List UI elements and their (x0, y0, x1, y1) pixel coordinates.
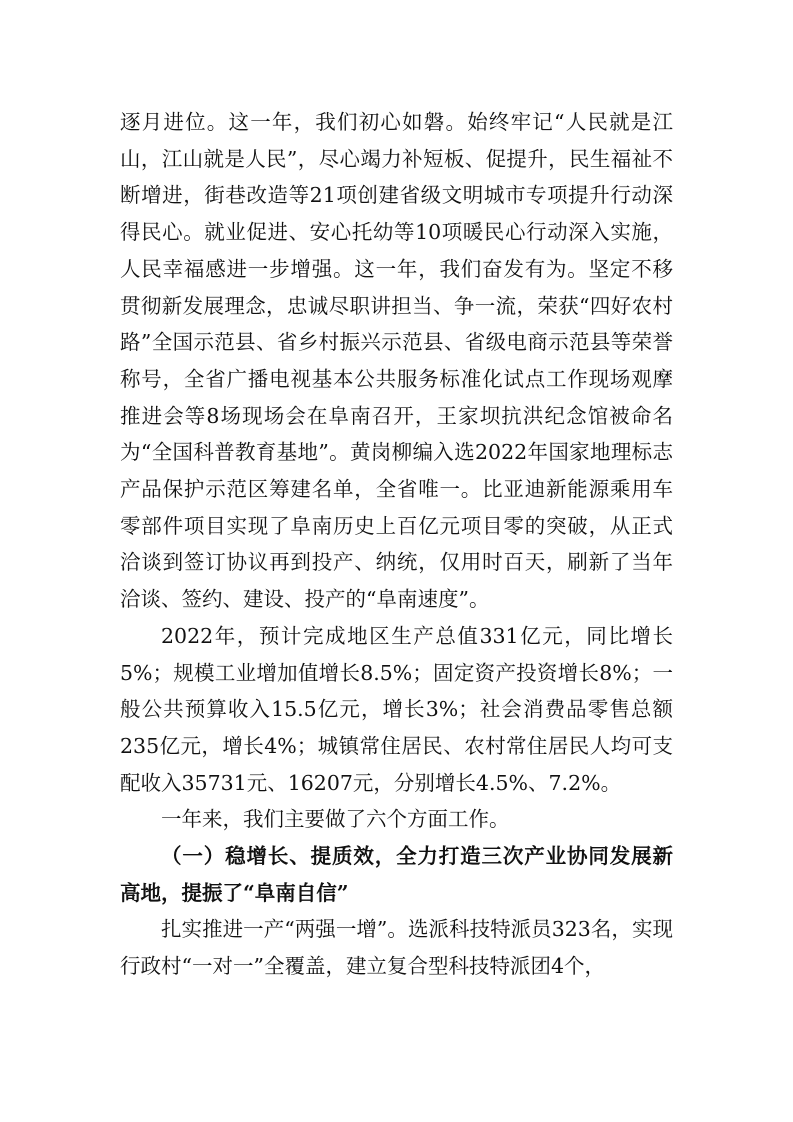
paragraph-economic-indicators: 2022年，预计完成地区生产总值331亿元，同比增长5%；规模工业增加值增长8.5%；固定资产投资增长8%；一般公共预算收入15.5亿元，增长3%；社会消费品零售总额235亿元，增长4%；城镇常住居民、农村常住居民人均可支配收入35731元、16207元，分别增长4.5%、7.2%。 (120, 623, 673, 795)
section-heading: （一）稳增长、提质效，全力打造三次产业协同发展新高地，提振了“阜南自信” (120, 844, 673, 905)
paragraph-agriculture: 扎实推进一产“两强一增”。选派科技特派员323名，实现行政村“一对一”全覆盖，建立复合型科技特派团4个， (120, 917, 673, 979)
document-body (120, 104, 673, 985)
paragraph-continued: 逐月进位。这一年，我们初心如磐。始终牢记“人民就是江山，江山就是人民”，尽心竭力补短板、促提升，民生福祉不断增进，街巷改造等21项创建省级文明城市专项提升行动深得民心。就业促进、安心托幼等10项暖民心行动深入实施，人民幸福感进一步增强。这一年，我们奋发有为。坚定不移贯彻新发展理念，忠诚尽职讲担当、争一流，荣获“四好农村路”全国示范县、省乡村振兴示范县、省级电商示范县等荣誉称号，全省广播电视基本公共服务标准化试点工作现场观摩推进会等8场现场会在阜南召开，王家坝抗洪纪念馆被命名为“全国科普教育基地”。黄岗柳编入选2022年国家地理标志产品保护示范区筹建名单，全省唯一。比亚迪新能源乘用车零部件项目实现了阜南历史上百亿元项目零的突破，从正式洽谈到签订协议再到投产、纳统，仅用时百天，刷新了当年洽谈、签约、建设、投产的“阜南速度”。 (120, 110, 673, 612)
paragraph-work-summary-intro: 一年来，我们主要做了六个方面工作。 (161, 807, 510, 832)
